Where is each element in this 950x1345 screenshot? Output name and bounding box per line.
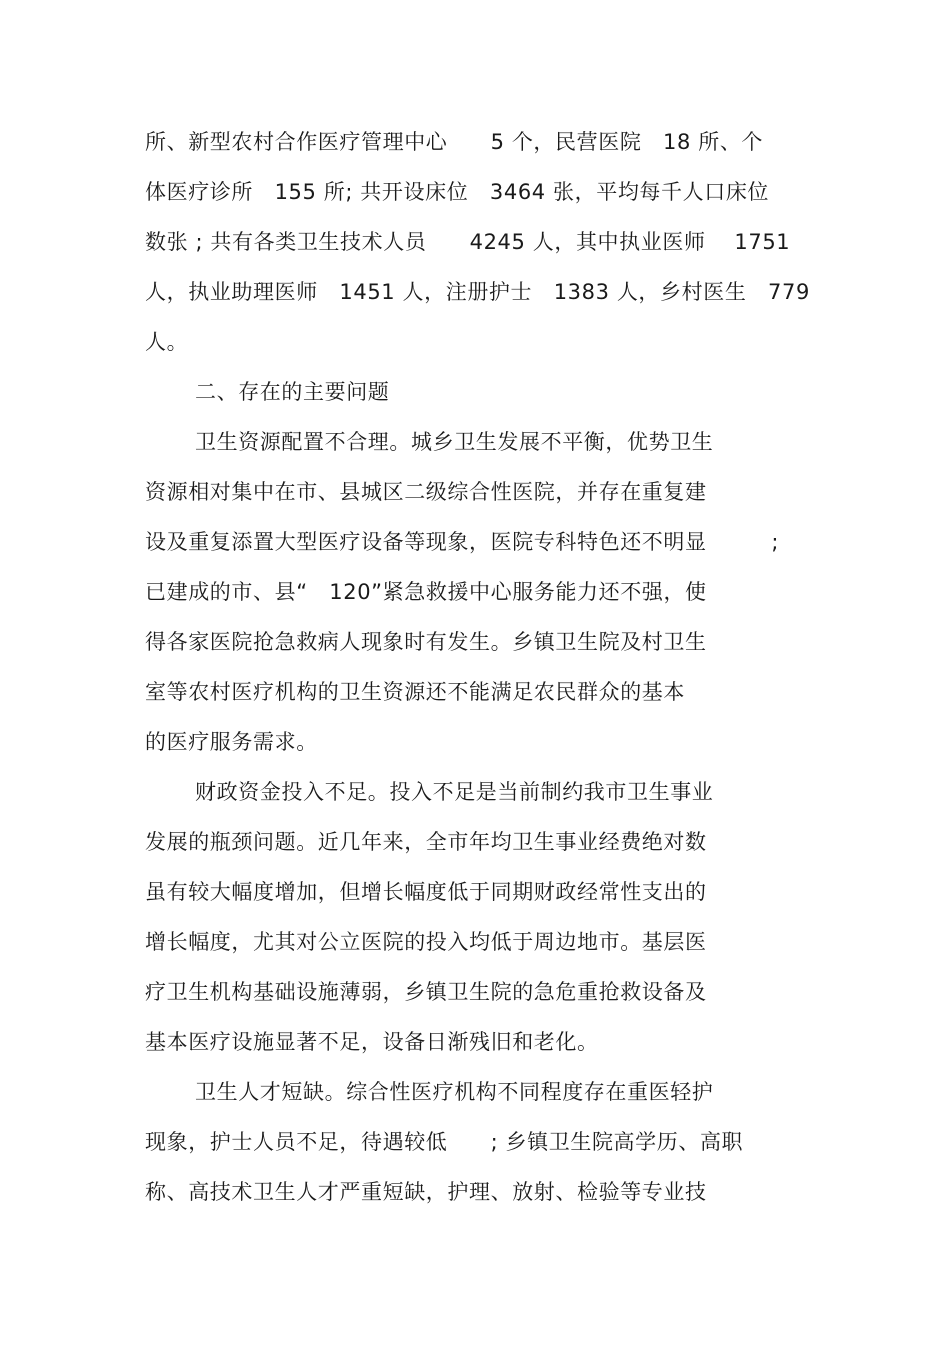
text-line: 基本医疗设施显著不足，设备日渐残旧和老化。 (145, 1030, 599, 1054)
section-heading: 二、存在的主要问题 (195, 380, 390, 404)
text-line: 已建成的市、县“ 120”紧急救援中心服务能力还不强，使 (145, 580, 707, 604)
text-line: 所、新型农村合作医疗管理中心 5 个，民营医院 18 所、个 (145, 130, 764, 154)
text-line: 人。 (145, 330, 189, 354)
paragraph-first-line: 财政资金投入不足。投入不足是当前制约我市卫生事业 (195, 780, 714, 804)
text-line: 发展的瓶颈问题。近几年来，全市年均卫生事业经费绝对数 (145, 830, 707, 854)
text-line: 的医疗服务需求。 (145, 730, 318, 754)
text-line: 人，执业助理医师 1451 人，注册护士 1383 人，乡村医生 779 (145, 280, 810, 304)
text-line: 数张 ; 共有各类卫生技术人员 4245 人，其中执业医师 1751 (145, 230, 791, 254)
text-line: 现象，护士人员不足，待遇较低 ; 乡镇卫生院高学历、高职 (145, 1130, 744, 1154)
paragraph-first-line: 卫生人才短缺。综合性医疗机构不同程度存在重医轻护 (195, 1080, 714, 1104)
text-line: 增长幅度，尤其对公立医院的投入均低于周边地市。基层医 (145, 930, 707, 954)
text-line: 疗卫生机构基础设施薄弱，乡镇卫生院的急危重抢救设备及 (145, 980, 707, 1004)
paragraph-first-line: 卫生资源配置不合理。城乡卫生发展不平衡，优势卫生 (195, 430, 714, 454)
text-line: 资源相对集中在市、县城区二级综合性医院，并存在重复建 (145, 480, 707, 504)
text-line: 称、高技术卫生人才严重短缺，护理、放射、检验等专业技 (145, 1180, 707, 1204)
text-line: 虽有较大幅度增加，但增长幅度低于同期财政经常性支出的 (145, 880, 707, 904)
text-line: 设及重复添置大型医疗设备等现象，医院专科特色还不明显 ; (145, 530, 780, 554)
text-line: 室等农村医疗机构的卫生资源还不能满足农民群众的基本 (145, 680, 685, 704)
text-line: 得各家医院抢急救病人现象时有发生。乡镇卫生院及村卫生 (145, 630, 707, 654)
text-line: 体医疗诊所 155 所; 共开设床位 3464 张，平均每千人口床位 (145, 180, 770, 204)
